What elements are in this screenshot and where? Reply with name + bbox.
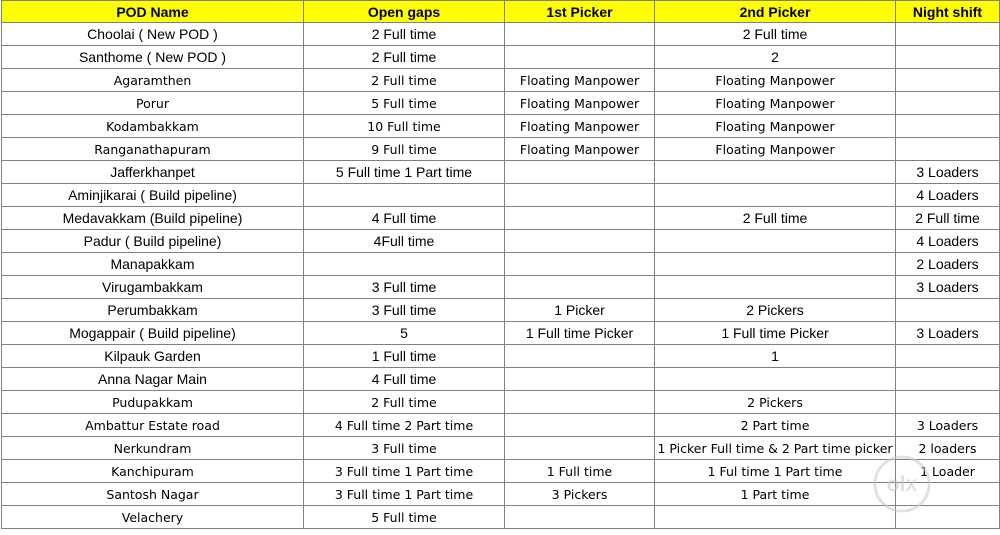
table-body	[2, 23, 1000, 529]
night-shift-cell: 4 Loaders	[896, 230, 1000, 253]
pod-name-cell: Kilpauk Garden	[2, 345, 304, 368]
open-gaps-cell: 5 Full time 1 Part time	[304, 161, 505, 184]
open-gaps-cell: 3 Full time	[304, 299, 505, 322]
second-picker-cell: 2 Full time	[655, 207, 896, 230]
second-picker-cell	[655, 230, 896, 253]
second-picker-cell	[655, 506, 896, 529]
second-picker-cell: 2 Full time	[655, 23, 896, 46]
table-row	[2, 69, 1000, 92]
night-shift-cell	[896, 368, 1000, 391]
second-picker-cell	[655, 276, 896, 299]
night-shift-cell: 3 Loaders	[896, 276, 1000, 299]
table-row	[2, 414, 1000, 437]
night-shift-cell	[896, 115, 1000, 138]
first-picker-cell: 1 Full time Picker	[505, 322, 655, 345]
night-shift-cell: 1 Loader	[896, 460, 1000, 483]
night-shift-cell	[896, 345, 1000, 368]
open-gaps-cell: 5 Full time	[304, 92, 505, 115]
pod-name-cell: Kodambakkam	[2, 115, 304, 138]
first-picker-cell	[505, 253, 655, 276]
table-row	[2, 368, 1000, 391]
open-gaps-cell: 4 Full time	[304, 368, 505, 391]
second-picker-cell: 1 Full time Picker	[655, 322, 896, 345]
header-open-gaps: Open gaps	[304, 1, 505, 23]
header-night-shift: Night shift	[896, 1, 1000, 23]
second-picker-cell: Floating Manpower	[655, 69, 896, 92]
first-picker-cell: Floating Manpower	[505, 69, 655, 92]
second-picker-cell: 1 Ful time 1 Part time	[655, 460, 896, 483]
open-gaps-cell: 1 Full time	[304, 345, 505, 368]
second-picker-cell: Floating Manpower	[655, 92, 896, 115]
first-picker-cell	[505, 230, 655, 253]
header-pod-name: POD Name	[2, 1, 304, 23]
pod-name-cell: Ranganathapuram	[2, 138, 304, 161]
night-shift-cell	[896, 69, 1000, 92]
night-shift-cell	[896, 483, 1000, 506]
open-gaps-cell: 2 Full time	[304, 391, 505, 414]
pod-name-cell: Aminjikarai ( Build pipeline)	[2, 184, 304, 207]
table-row	[2, 460, 1000, 483]
night-shift-cell	[896, 391, 1000, 414]
first-picker-cell	[505, 161, 655, 184]
pod-name-cell: Virugambakkam	[2, 276, 304, 299]
second-picker-cell: Floating Manpower	[655, 138, 896, 161]
open-gaps-cell: 2 Full time	[304, 46, 505, 69]
open-gaps-cell: 4 Full time 2 Part time	[304, 414, 505, 437]
pod-name-cell: Jafferkhanpet	[2, 161, 304, 184]
first-picker-cell	[505, 414, 655, 437]
pod-name-cell: Agaramthen	[2, 69, 304, 92]
first-picker-cell	[505, 46, 655, 69]
open-gaps-cell: 3 Full time 1 Part time	[304, 460, 505, 483]
pod-name-cell: Anna Nagar Main	[2, 368, 304, 391]
second-picker-cell: 1 Picker Full time & 2 Part time picker	[655, 437, 896, 460]
header-first-picker: 1st Picker	[505, 1, 655, 23]
second-picker-cell: 2 Part time	[655, 414, 896, 437]
second-picker-cell	[655, 161, 896, 184]
pod-name-cell: Mogappair ( Build pipeline)	[2, 322, 304, 345]
open-gaps-cell: 5 Full time	[304, 506, 505, 529]
table-row	[2, 253, 1000, 276]
first-picker-cell	[505, 345, 655, 368]
header-row	[2, 1, 1000, 23]
second-picker-cell	[655, 253, 896, 276]
table-row	[2, 23, 1000, 46]
open-gaps-cell	[304, 253, 505, 276]
pod-staffing-table	[1, 0, 1000, 529]
pod-name-cell: Choolai ( New POD )	[2, 23, 304, 46]
second-picker-cell: Floating Manpower	[655, 115, 896, 138]
first-picker-cell: 1 Picker	[505, 299, 655, 322]
first-picker-cell	[505, 184, 655, 207]
pod-name-cell: Porur	[2, 92, 304, 115]
open-gaps-cell: 2 Full time	[304, 69, 505, 92]
open-gaps-cell: 9 Full time	[304, 138, 505, 161]
pod-name-cell: Pudupakkam	[2, 391, 304, 414]
table-row	[2, 207, 1000, 230]
table-row	[2, 322, 1000, 345]
table-row	[2, 138, 1000, 161]
pod-name-cell: Padur ( Build pipeline)	[2, 230, 304, 253]
night-shift-cell	[896, 46, 1000, 69]
table-row	[2, 437, 1000, 460]
open-gaps-cell: 3 Full time 1 Part time	[304, 483, 505, 506]
second-picker-cell	[655, 368, 896, 391]
header-second-picker: 2nd Picker	[655, 1, 896, 23]
night-shift-cell	[896, 506, 1000, 529]
open-gaps-cell: 3 Full time	[304, 437, 505, 460]
pod-name-cell: Nerkundram	[2, 437, 304, 460]
second-picker-cell: 2 Pickers	[655, 391, 896, 414]
first-picker-cell	[505, 23, 655, 46]
pod-name-cell: Medavakkam (Build pipeline)	[2, 207, 304, 230]
night-shift-cell: 3 Loaders	[896, 161, 1000, 184]
first-picker-cell: 3 Pickers	[505, 483, 655, 506]
table-row	[2, 161, 1000, 184]
night-shift-cell: 4 Loaders	[896, 184, 1000, 207]
first-picker-cell	[505, 368, 655, 391]
open-gaps-cell	[304, 184, 505, 207]
first-picker-cell: 1 Full time	[505, 460, 655, 483]
table-row	[2, 230, 1000, 253]
table-row	[2, 92, 1000, 115]
second-picker-cell: 2 Pickers	[655, 299, 896, 322]
night-shift-cell	[896, 138, 1000, 161]
open-gaps-cell: 3 Full time	[304, 276, 505, 299]
pod-name-cell: Perumbakkam	[2, 299, 304, 322]
table-row	[2, 506, 1000, 529]
night-shift-cell: 3 Loaders	[896, 322, 1000, 345]
night-shift-cell	[896, 299, 1000, 322]
first-picker-cell	[505, 437, 655, 460]
open-gaps-cell: 5	[304, 322, 505, 345]
watermark-text: olx	[886, 471, 918, 496]
pod-name-cell: Manapakkam	[2, 253, 304, 276]
night-shift-cell: 3 Loaders	[896, 414, 1000, 437]
pod-name-cell: Ambattur Estate road	[2, 414, 304, 437]
table-row	[2, 115, 1000, 138]
second-picker-cell: 1	[655, 345, 896, 368]
table-row	[2, 184, 1000, 207]
night-shift-cell	[896, 92, 1000, 115]
open-gaps-cell: 2 Full time	[304, 23, 505, 46]
night-shift-cell: 2 Loaders	[896, 253, 1000, 276]
pod-name-cell: Kanchipuram	[2, 460, 304, 483]
open-gaps-cell: 10 Full time	[304, 115, 505, 138]
second-picker-cell	[655, 184, 896, 207]
pod-name-cell: Santhome ( New POD )	[2, 46, 304, 69]
first-picker-cell	[505, 207, 655, 230]
night-shift-cell	[896, 23, 1000, 46]
table-row	[2, 299, 1000, 322]
first-picker-cell: Floating Manpower	[505, 92, 655, 115]
night-shift-cell: 2 Full time	[896, 207, 1000, 230]
first-picker-cell: Floating Manpower	[505, 115, 655, 138]
first-picker-cell	[505, 391, 655, 414]
night-shift-cell: 2 loaders	[896, 437, 1000, 460]
open-gaps-cell: 4Full time	[304, 230, 505, 253]
pod-name-cell: Velachery	[2, 506, 304, 529]
first-picker-cell	[505, 276, 655, 299]
table-row	[2, 276, 1000, 299]
second-picker-cell: 2	[655, 46, 896, 69]
second-picker-cell: 1 Part time	[655, 483, 896, 506]
first-picker-cell: Floating Manpower	[505, 138, 655, 161]
table-row	[2, 391, 1000, 414]
first-picker-cell	[505, 506, 655, 529]
table-row	[2, 483, 1000, 506]
pod-name-cell: Santosh Nagar	[2, 483, 304, 506]
table-row	[2, 46, 1000, 69]
table-row	[2, 345, 1000, 368]
open-gaps-cell: 4 Full time	[304, 207, 505, 230]
